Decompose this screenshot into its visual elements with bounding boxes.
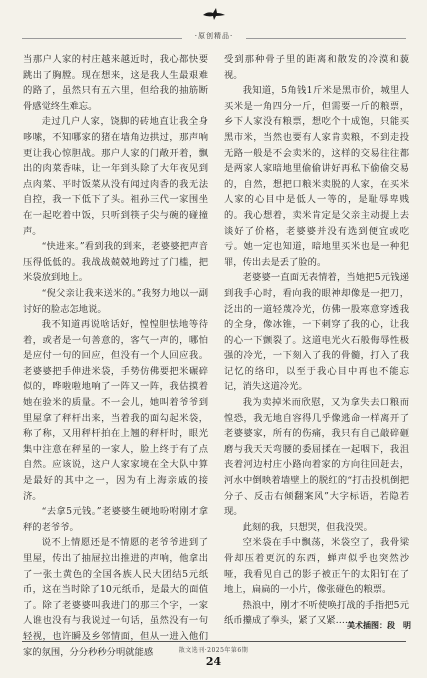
- header-rule-left: [22, 38, 182, 39]
- section-label: ·原创精品·: [194, 32, 234, 40]
- paragraph: “快进来。”看到我的到来，老婆婆把声音压得低低的。我战战兢兢地跨过了门槛，把米袋放到地上。: [23, 241, 208, 284]
- paragraph: “去拿5元钱。”老婆婆生硬地吩咐刚才拿秤的老爷爷。: [23, 506, 208, 533]
- paragraph: 老婆婆一直面无表情着，当她把5元钱递到我手心时，看向我的眼神却像是一把刀，泛出的一道轻蔑冷光，仿佛一股寒意穿透我的全身，像冰锥，一下刺穿了我的心，让我的心一下颤裂了。这道电光火石般侮辱性极强的冷光，一下刻入了我的骨髓，打入了我记忆的络印，以至于我心目中再也不能忘记，消失这道冷光。: [224, 272, 409, 393]
- paragraph: 热浪中，刚才不听使唤打战的手指把5元纸币攥成了拳头，紧了又紧……: [224, 599, 409, 627]
- paragraph: 说不上情愿还是不情愿的老爷爷进到了里屋，传出了抽屉拉出推进的声响，他拿出了一张土黄色的全国各族人民大团结5元纸币，这在当时除了10元纸币，是最大的面值了。除了老婆婆叫我进门的那三个字，一家人谁也没有与我说过一句话，虽然没有一句轻视，也许瞬及乡邻情面，但从一进入他们家的氛围，分分秒秒分明就能感: [23, 537, 208, 658]
- paragraph: “倪父亲让我来送米的。”我努力地以一副讨好的脸志怎地说。: [23, 287, 208, 315]
- publication-info: 散文选刊·2025年第6期: [178, 647, 249, 654]
- paragraph: 我不知道再说啥话好，惶惶胆怯地等待着，或者是一句善意的，客气一声的，哪怕是应付一句的回应，但没有一个人回应我。老婆婆把手伸进米袋，手势仿佛要把米碾碎似的，哗啦啦地响了一阵又一阵，我估摸着她在验米的质量。不一会儿，她叫着爷爷到里屋拿了秤杆出来，当着我的面勾起米袋，称了称，又用秤杆拍在上翘的秤杆时，眼光集中注意在秤星的一家人，脸上终于有了点自然。应该说，这户人家家境在全大队中算是最好的其中之一，因为有上海亲戚的接济。: [23, 319, 208, 502]
- paragraph: 我为卖掉米而欣慰，又为拿失去口粮而惶恐，我无地自容得几乎像逃命一样离开了老婆婆家，所有的伤痛，我只有自己敲碎砸磨与我天天弯腰的委屈揉在一起咽下，我沮丧着河边村庄小路向着家的方向往回赶去，河水中倒映着墙壁上的脱红的“打击投机倒把分子、反击右倾翻案风”大字标语，若隐若现。: [224, 397, 409, 518]
- left-column: [23, 52, 208, 660]
- paragraph: 走过几户人家，饶脚的砖地直让我全身哆嗦，不知哪家的猪在墙角边拱过，那声响更让我心惊胆战。那户人家的门敞开着，飘出的肉菜香味，让一年到头除了大年夜见到点肉菜、平时饭菜从没有闻过肉香的我无法自控，我一下低下了头。祖孙三代一家围坐在一起吃着中饭，只听到筷子尖与碗的碰撞声。: [23, 116, 208, 237]
- paragraph: 受到那种骨子里的距离和散发的冷漠和藐视。: [224, 54, 409, 81]
- paragraph: 此刻的我，只想哭，但我没哭。: [242, 521, 373, 533]
- page-header: [0, 0, 427, 46]
- paragraph: 我知道，5角钱1斤米是黑市价，城里人买米是一角四分一斤，但需要一斤的粮票，乡下人家没有粮票，想吃个十成饱，只能买黑市米，当然也要有人家肯卖粮，不到走投无路一般是不会卖米的，这样的交易往往都是两家人家暗地里偷偷讲好再私下偷偷交易的，自然，想把口粮米卖脱的人家，在买米人家的心目中是低人一等的，是耻辱卑贱的。我心想着，卖米肯定是父亲主动提上去谈好了价格，老婆婆并没有选到便宜或吃亏。她一定也知道，暗地里买米也是一种犯罪，传出去是丢了脸的。: [224, 85, 409, 268]
- paragraph: 当那户人家的村庄越来越近时，我心都快要跳出了胸膛。现在想来，这是我人生最艰难的路了，虽然只有五六里，但给我的抽筋断骨感觉终生难忘。: [23, 54, 208, 112]
- paragraph: 空米袋在手中飘荡，米袋空了，我骨梁骨却压着更沉的东西，蝉声似乎也突然沙哑，我看见自己的影子被正午的太阳钉在了地上，扁扁的一小片，像张碰色的粮票。: [224, 537, 409, 596]
- illustrator-credit: 美术插图：段 明: [347, 621, 411, 630]
- right-column: [224, 52, 409, 629]
- page-number: 24: [205, 655, 222, 668]
- footer-rule: [22, 641, 406, 642]
- bird-silhouette-icon: [202, 6, 226, 22]
- header-rule-right: [246, 38, 406, 39]
